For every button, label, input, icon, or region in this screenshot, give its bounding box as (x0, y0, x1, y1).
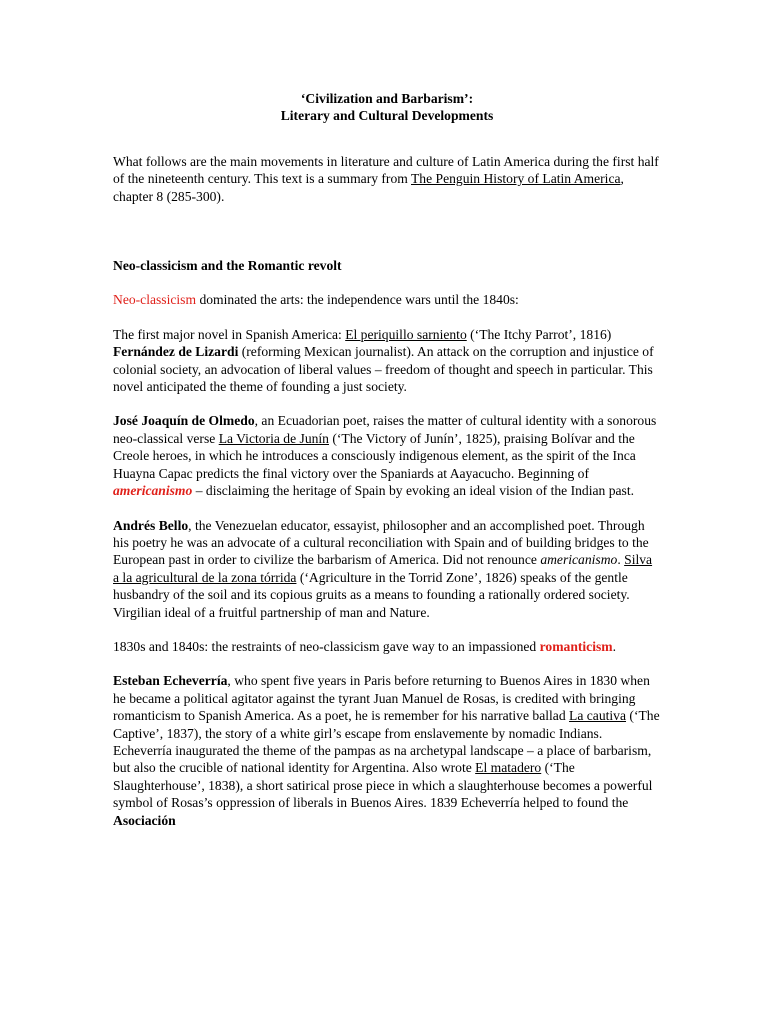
bello-paragraph: Andrés Bello, the Venezuelan educator, essayist, philosopher and an accomplished poet. Through his poetry he was an advocate of a cultural reconciliation with Spain and of building bridges to the European past in order to civilize the barbarism of America. Did not renounce americanismo. Silva a la agricultural de la zona tórrida (‘Agriculture in the Torrid Zone’, 1826) speaks of the gentle husbandry of the soil and its copious gruits as a means to founding a rationally ordered society. Virgilian ideal of a fruitful partnership of man and Nature. (113, 517, 653, 620)
book-title: The Penguin History of Latin America (411, 171, 621, 187)
term-americanismo: americanismo (113, 483, 193, 499)
olmedo-paragraph: José Joaquín de Olmedo, an Ecuadorian poet, raises the matter of cultural identity with a sonorous neo-classical verse La Victoria de Junín (‘The Victory of Junín’, 1825), praising Bolívar and the Creole heroes, in which he introduces a consciously indigenous element, as the spirit of the Inca Huayna Capac predicts the final victory over the Spaniards at Aayacucho. Beginning of americanismo – disclaiming the heritage of Spain by evoking an ideal vision of the Indian past. (113, 413, 657, 499)
author-echeverria: Esteban Echeverría (113, 673, 228, 689)
romanticism-paragraph: 1830s and 1840s: the restraints of neo-classicism gave way to an impassioned romanticism. (113, 638, 617, 654)
work-el-matadero: El matadero (475, 760, 542, 776)
document-page (113, 90, 661, 829)
lizardi-paragraph: The first major novel in Spanish America: El periquillo sarniento (‘The Itchy Parrot’, 1816) Fernández de Lizardi (reforming Mexican journalist). An attack on the corruption and injustice of colonial society, an advocation of liberal values – freedom of thought and speech in particular. This novel anticipated the theme of founding a just society. (113, 326, 654, 395)
term-romanticism: romanticism (539, 638, 613, 654)
neo-classicism-paragraph: Neo-classicism dominated the arts: the independence wars until the 1840s: (113, 292, 519, 308)
work-silva: Silva a la agricultural de la zona tórrida (113, 552, 653, 585)
author-bello: Andrés Bello (113, 517, 189, 533)
work-la-cautiva: La cautiva (569, 708, 627, 724)
org-asociacion: Asociación (113, 812, 176, 828)
term-neo-classicism: Neo-classicism (113, 292, 197, 308)
author-olmedo: José Joaquín de Olmedo (113, 413, 255, 429)
intro-paragraph: What follows are the main movements in literature and culture of Latin America during the first half of the nineteenth century. This text is a summary from The Penguin History of Latin America, chapter 8 (285-300). (113, 153, 659, 204)
author-lizardi: Fernández de Lizardi (113, 344, 239, 360)
section-heading: Neo-classicism and the Romantic revolt (113, 258, 342, 274)
term-americanismo-italic: americanismo (540, 552, 618, 568)
work-la-victoria: La Victoria de Junín (218, 430, 329, 446)
work-el-periquillo: El periquillo sarniento (345, 326, 467, 342)
echeverria-paragraph: Esteban Echeverría, who spent five years in Paris before returning to Buenos Aires in 1830 when he became a political agitator against the tyrant Juan Manuel de Rosas, is credited with bringing romanticism to Spanish America. As a poet, he is remember for his narrative ballad La cautiva (‘The Captive’, 1837), the story of a white girl’s escape from enslavemente by nomadic Indians. Echeverría inaugurated the theme of the pampas as na archetypal landscape – a place of barbarism, but also the crucible of national identity for Argentina. Also wrote El matadero (‘The Slaughterhouse’, 1838), a short satirical prose piece in which a slaughterhouse becomes a powerful symbol of Rosas’s oppression of liberals in Buenos Aires. 1839 Echeverría helped to found the Asociación (113, 673, 660, 828)
title-line-2: Literary and Cultural Developments (280, 108, 494, 124)
title-line-1: ‘Civilization and Barbarism’: (300, 91, 474, 106)
